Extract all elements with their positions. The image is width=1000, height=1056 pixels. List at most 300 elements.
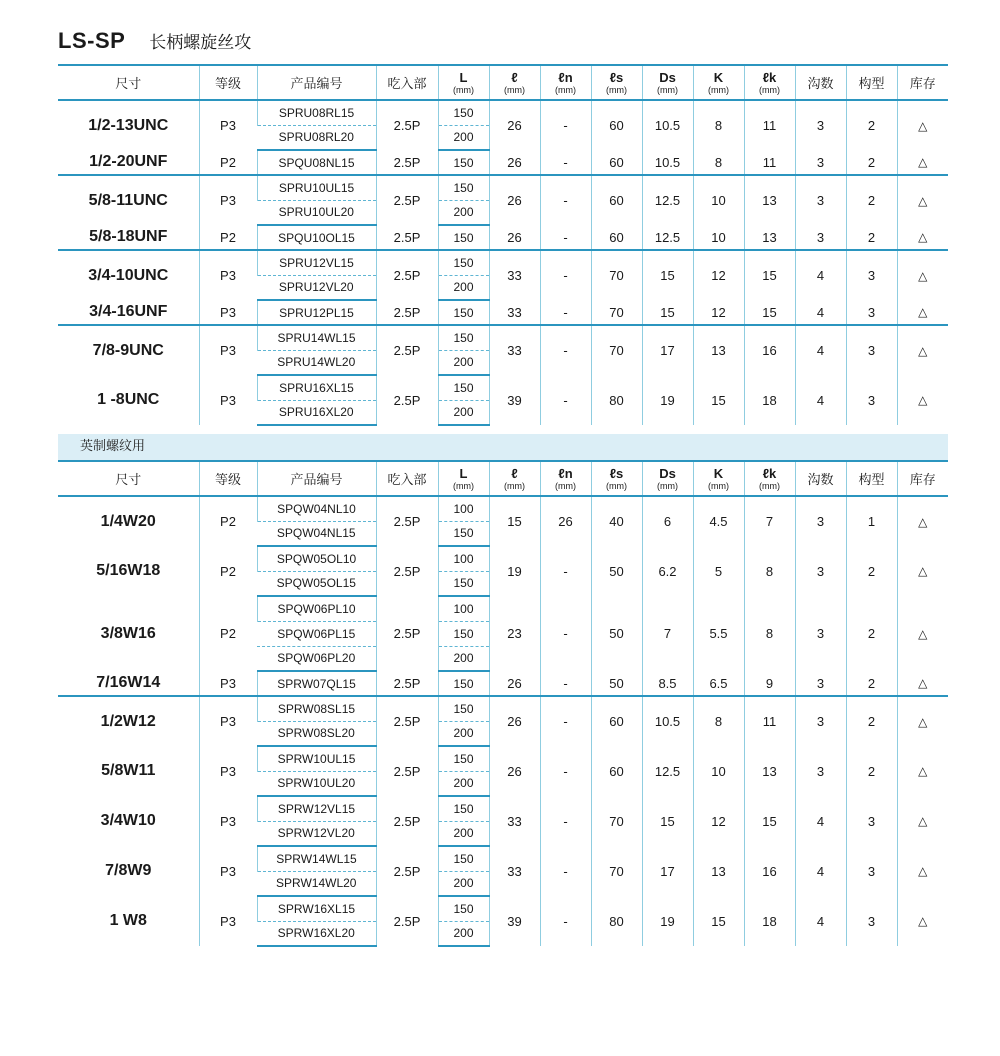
col-symbol: K [713, 465, 724, 481]
cell-L: 200 [438, 771, 489, 796]
cell-l: 26 [489, 100, 540, 150]
col-header-L [438, 461, 489, 496]
cell-part-no: SPQW06PL15 [257, 621, 376, 646]
cell-L: 150 [438, 521, 489, 546]
cell-lk: 15 [744, 796, 795, 846]
cell-K: 8 [693, 696, 744, 746]
cell-Ds: 12.5 [642, 225, 693, 250]
cell-lk: 18 [744, 896, 795, 946]
cell-grade: P2 [199, 225, 257, 250]
cell-l: 33 [489, 300, 540, 325]
cell-part-no: SPRU08RL15 [257, 100, 376, 125]
cell-type: 2 [846, 175, 897, 225]
cell-type: 2 [846, 596, 897, 671]
cell-size: 5/8-11UNC [88, 191, 168, 209]
cell-size: 1/2-20UNF [58, 150, 199, 175]
cell-lk: 8 [744, 596, 795, 671]
cell-chamfer: 2.5P [376, 671, 438, 696]
cell-grade: P3 [199, 300, 257, 325]
col-unit: (mm) [708, 84, 729, 95]
cell-ln: - [540, 746, 591, 796]
cell-flutes: 3 [795, 175, 846, 225]
cell-part-no: SPRU12VL15 [257, 250, 376, 275]
cell-part-no: SPRW07QL15 [257, 671, 376, 696]
col-symbol: ℓ [511, 465, 518, 481]
cell-part-no: SPQW04NL15 [257, 521, 376, 546]
cell-grade: P3 [199, 375, 257, 425]
cell-Ds: 6.2 [642, 546, 693, 596]
col-symbol: ℓn [558, 465, 573, 481]
cell-K: 15 [693, 375, 744, 425]
col-unit: (mm) [555, 84, 576, 95]
cell-L: 150 [438, 150, 489, 175]
cell-type: 3 [846, 250, 897, 300]
cell-L: 150 [438, 175, 489, 200]
cell-flutes: 3 [795, 696, 846, 746]
col-unit: (mm) [606, 84, 627, 95]
col-unit: (mm) [606, 480, 627, 491]
table-row [58, 696, 948, 721]
cell-L: 150 [438, 375, 489, 400]
cell-flutes: 4 [795, 796, 846, 846]
cell-l: 39 [489, 896, 540, 946]
cell-L: 200 [438, 921, 489, 946]
cell-flutes: 4 [795, 375, 846, 425]
cell-size: 7/8W9 [105, 862, 152, 879]
col-header-chamfer: 吃入部 [376, 65, 438, 100]
cell-l: 26 [489, 150, 540, 175]
cell-grade: P2 [199, 150, 257, 175]
col-header-type: 构型 [846, 65, 897, 100]
cell-K: 5.5 [693, 596, 744, 671]
col-unit: (mm) [657, 84, 678, 95]
cell-part-no: SPRW08SL15 [257, 696, 376, 721]
cell-L: 200 [438, 350, 489, 375]
cell-flutes: 3 [795, 496, 846, 546]
cell-Ds: 19 [642, 896, 693, 946]
cell-ln: - [540, 225, 591, 250]
cell-chamfer: 2.5P [376, 546, 438, 596]
cell-size: 5/8-18UNF [58, 225, 199, 250]
cell-ls: 40 [591, 496, 642, 546]
cell-size: 7/16W14 [58, 671, 199, 696]
cell-ls: 70 [591, 250, 642, 300]
col-unit: (mm) [555, 480, 576, 491]
cell-chamfer: 2.5P [376, 300, 438, 325]
table-row [58, 325, 948, 350]
cell-part-no: SPRW14WL20 [257, 871, 376, 896]
cell-chamfer: 2.5P [376, 250, 438, 300]
cell-L: 200 [438, 721, 489, 746]
cell-part-no: SPRW10UL15 [257, 746, 376, 771]
cell-K: 15 [693, 896, 744, 946]
cell-grade: P3 [199, 696, 257, 746]
table-body [58, 100, 948, 425]
cell-L: 150 [438, 696, 489, 721]
cell-Ds: 15 [642, 796, 693, 846]
cell-L: 150 [438, 621, 489, 646]
cell-lk: 16 [744, 846, 795, 896]
cell-chamfer: 2.5P [376, 175, 438, 225]
cell-ln: - [540, 671, 591, 696]
cell-part-no: SPRW10UL20 [257, 771, 376, 796]
col-header-ln [540, 65, 591, 100]
col-symbol: ℓs [609, 69, 624, 85]
table-row [58, 796, 948, 821]
cell-part-no: SPRW12VL20 [257, 821, 376, 846]
cell-part-no: SPRW12VL15 [257, 796, 376, 821]
col-symbol: L [459, 69, 468, 85]
cell-L: 100 [438, 596, 489, 621]
cell-ln: - [540, 596, 591, 671]
cell-lk: 15 [744, 300, 795, 325]
col-header-flutes: 沟数 [795, 65, 846, 100]
cell-Ds: 17 [642, 325, 693, 375]
cell-l: 26 [489, 175, 540, 225]
col-header-L [438, 65, 489, 100]
table-row [58, 546, 948, 571]
cell-size: 3/4-16UNF [58, 300, 199, 325]
cell-ln: - [540, 546, 591, 596]
cell-l: 23 [489, 596, 540, 671]
cell-lk: 11 [744, 100, 795, 150]
cell-ln: - [540, 100, 591, 150]
cell-type: 2 [846, 746, 897, 796]
col-symbol: ℓ [511, 69, 518, 85]
cell-stock: △ [897, 596, 948, 671]
cell-flutes: 3 [795, 671, 846, 696]
cell-flutes: 3 [795, 746, 846, 796]
table-row [58, 746, 948, 771]
table-row [58, 150, 948, 175]
cell-stock: △ [897, 846, 948, 896]
cell-grade: P3 [199, 250, 257, 300]
col-symbol: ℓk [762, 69, 777, 85]
cell-ln: - [540, 175, 591, 225]
col-unit: (mm) [504, 480, 525, 491]
col-symbol: ℓs [609, 465, 624, 481]
cell-grade: P3 [199, 100, 257, 150]
col-unit: (mm) [708, 480, 729, 491]
cell-ls: 50 [591, 546, 642, 596]
table-row [58, 100, 948, 125]
cell-size: 3/4-10UNC [88, 266, 169, 284]
cell-part-no: SPQW05OL10 [257, 546, 376, 571]
cell-l: 33 [489, 325, 540, 375]
col-symbol: L [459, 465, 468, 481]
cell-ls: 60 [591, 696, 642, 746]
cell-ln: - [540, 796, 591, 846]
col-header-chamfer: 吃入部 [376, 461, 438, 496]
cell-l: 26 [489, 746, 540, 796]
cell-chamfer: 2.5P [376, 696, 438, 746]
cell-L: 200 [438, 821, 489, 846]
cell-type: 3 [846, 896, 897, 946]
cell-L: 150 [438, 300, 489, 325]
cell-type: 3 [846, 300, 897, 325]
cell-part-no: SPRU12PL15 [257, 300, 376, 325]
cell-chamfer: 2.5P [376, 150, 438, 175]
cell-stock: △ [897, 896, 948, 946]
cell-L: 150 [438, 796, 489, 821]
cell-chamfer: 2.5P [376, 225, 438, 250]
cell-lk: 11 [744, 150, 795, 175]
cell-chamfer: 2.5P [376, 496, 438, 546]
cell-grade: P2 [199, 546, 257, 596]
cell-Ds: 19 [642, 375, 693, 425]
cell-stock: △ [897, 375, 948, 425]
cell-type: 1 [846, 496, 897, 546]
col-header-stock: 库存 [897, 65, 948, 100]
cell-part-no: SPRU14WL20 [257, 350, 376, 375]
col-header-ls [591, 461, 642, 496]
col-header-grade: 等级 [199, 461, 257, 496]
cell-stock: △ [897, 100, 948, 150]
cell-flutes: 4 [795, 250, 846, 300]
cell-type: 3 [846, 325, 897, 375]
cell-part-no: SPRU10UL15 [257, 175, 376, 200]
cell-type: 2 [846, 546, 897, 596]
cell-chamfer: 2.5P [376, 375, 438, 425]
cell-L: 100 [438, 546, 489, 571]
cell-L: 200 [438, 275, 489, 300]
col-header-Ds [642, 65, 693, 100]
col-unit: (mm) [657, 480, 678, 491]
col-header-l [489, 461, 540, 496]
cell-size: 3/8W16 [100, 624, 156, 642]
col-symbol: Ds [659, 465, 676, 481]
col-header-lk [744, 461, 795, 496]
cell-part-no: SPRW16XL20 [257, 921, 376, 946]
cell-type: 3 [846, 846, 897, 896]
cell-ln: - [540, 846, 591, 896]
cell-L: 150 [438, 100, 489, 125]
cell-ls: 70 [591, 325, 642, 375]
cell-ls: 60 [591, 746, 642, 796]
cell-K: 6.5 [693, 671, 744, 696]
header-row [58, 65, 948, 100]
cell-flutes: 4 [795, 846, 846, 896]
cell-ln: - [540, 375, 591, 425]
col-symbol: ℓk [762, 465, 777, 481]
cell-grade: P3 [199, 796, 257, 846]
col-unit: (mm) [453, 84, 474, 95]
cell-size: 3/4W10 [100, 812, 156, 829]
cell-lk: 16 [744, 325, 795, 375]
table-body [58, 496, 948, 946]
cell-Ds: 10.5 [642, 100, 693, 150]
cell-lk: 18 [744, 375, 795, 425]
cell-lk: 13 [744, 175, 795, 225]
cell-type: 3 [846, 375, 897, 425]
cell-size: 1/2-13UNC [88, 116, 169, 134]
cell-l: 26 [489, 225, 540, 250]
cell-L: 200 [438, 646, 489, 671]
cell-size: 5/16W18 [96, 562, 161, 579]
cell-ln: 26 [540, 496, 591, 546]
cell-ls: 70 [591, 796, 642, 846]
cell-stock: △ [897, 300, 948, 325]
table-row [58, 225, 948, 250]
cell-flutes: 3 [795, 546, 846, 596]
cell-stock: △ [897, 175, 948, 225]
cell-L: 150 [438, 671, 489, 696]
page-title [58, 28, 251, 58]
cell-l: 15 [489, 496, 540, 546]
cell-stock: △ [897, 250, 948, 300]
cell-Ds: 15 [642, 300, 693, 325]
cell-L: 200 [438, 871, 489, 896]
cell-L: 150 [438, 746, 489, 771]
cell-Ds: 7 [642, 596, 693, 671]
table-header [58, 65, 948, 100]
col-unit: (mm) [504, 84, 525, 95]
col-header-grade: 等级 [199, 65, 257, 100]
cell-K: 4.5 [693, 496, 744, 546]
cell-K: 8 [693, 150, 744, 175]
cell-lk: 13 [744, 746, 795, 796]
cell-grade: P3 [199, 671, 257, 696]
col-header-flutes: 沟数 [795, 461, 846, 496]
spec-table-whitworth [58, 460, 948, 947]
cell-ls: 80 [591, 896, 642, 946]
col-symbol: K [713, 69, 724, 85]
cell-flutes: 4 [795, 300, 846, 325]
cell-grade: P2 [199, 496, 257, 546]
cell-L: 150 [438, 325, 489, 350]
cell-part-no: SPQW05OL15 [257, 571, 376, 596]
cell-part-no: SPQW06PL20 [257, 646, 376, 671]
cell-L: 150 [438, 250, 489, 275]
cell-grade: P3 [199, 846, 257, 896]
cell-flutes: 3 [795, 150, 846, 175]
cell-Ds: 6 [642, 496, 693, 546]
cell-ls: 50 [591, 671, 642, 696]
cell-K: 10 [693, 225, 744, 250]
table-row [58, 846, 948, 871]
cell-stock: △ [897, 746, 948, 796]
cell-Ds: 10.5 [642, 696, 693, 746]
cell-ls: 80 [591, 375, 642, 425]
cell-K: 13 [693, 846, 744, 896]
cell-stock: △ [897, 225, 948, 250]
cell-lk: 11 [744, 696, 795, 746]
cell-stock: △ [897, 546, 948, 596]
cell-ls: 60 [591, 175, 642, 225]
cell-grade: P3 [199, 325, 257, 375]
cell-stock: △ [897, 150, 948, 175]
cell-grade: P2 [199, 596, 257, 671]
col-header-type: 构型 [846, 461, 897, 496]
cell-size: 5/8W11 [101, 762, 156, 779]
cell-type: 2 [846, 671, 897, 696]
cell-lk: 8 [744, 546, 795, 596]
cell-L: 150 [438, 225, 489, 250]
cell-Ds: 10.5 [642, 150, 693, 175]
cell-K: 12 [693, 796, 744, 846]
col-header-size: 尺寸 [58, 461, 199, 496]
table-header [58, 461, 948, 496]
cell-part-no: SPQW04NL10 [257, 496, 376, 521]
cell-ls: 70 [591, 846, 642, 896]
cell-lk: 9 [744, 671, 795, 696]
cell-l: 26 [489, 671, 540, 696]
cell-l: 33 [489, 846, 540, 896]
cell-part-no: SPRU08RL20 [257, 125, 376, 150]
spec-table-unified [58, 64, 948, 426]
cell-ls: 60 [591, 225, 642, 250]
cell-ls: 70 [591, 300, 642, 325]
table-row [58, 375, 948, 400]
col-unit: (mm) [453, 480, 474, 491]
cell-L: 150 [438, 896, 489, 921]
cell-size: 1 W8 [109, 912, 147, 929]
header-row [58, 461, 948, 496]
cell-grade: P3 [199, 896, 257, 946]
col-header-K [693, 461, 744, 496]
cell-flutes: 3 [795, 596, 846, 671]
cell-l: 33 [489, 250, 540, 300]
cell-l: 26 [489, 696, 540, 746]
cell-K: 10 [693, 746, 744, 796]
cell-part-no: SPQU10OL15 [257, 225, 376, 250]
cell-ln: - [540, 325, 591, 375]
cell-flutes: 3 [795, 225, 846, 250]
col-header-part-no: 产品编号 [257, 461, 376, 496]
cell-size: 1 -8UNC [97, 391, 160, 408]
cell-L: 200 [438, 125, 489, 150]
cell-part-no: SPRU10UL20 [257, 200, 376, 225]
cell-L: 150 [438, 571, 489, 596]
cell-K: 10 [693, 175, 744, 225]
col-unit: (mm) [759, 84, 780, 95]
cell-lk: 13 [744, 225, 795, 250]
col-header-K [693, 65, 744, 100]
cell-L: 200 [438, 400, 489, 425]
table-row [58, 250, 948, 275]
col-header-l [489, 65, 540, 100]
cell-part-no: SPRU12VL20 [257, 275, 376, 300]
cell-part-no: SPQU08NL15 [257, 150, 376, 175]
cell-L: 150 [438, 846, 489, 871]
cell-chamfer: 2.5P [376, 325, 438, 375]
cell-lk: 7 [744, 496, 795, 546]
cell-chamfer: 2.5P [376, 596, 438, 671]
cell-part-no: SPRW08SL20 [257, 721, 376, 746]
cell-type: 3 [846, 796, 897, 846]
cell-chamfer: 2.5P [376, 796, 438, 846]
cell-K: 8 [693, 100, 744, 150]
col-header-size: 尺寸 [58, 65, 199, 100]
section-label: 英制螺纹用 [80, 439, 146, 454]
cell-L: 100 [438, 496, 489, 521]
cell-L: 200 [438, 200, 489, 225]
col-header-Ds [642, 461, 693, 496]
cell-part-no: SPRW14WL15 [257, 846, 376, 871]
cell-ln: - [540, 250, 591, 300]
cell-ln: - [540, 300, 591, 325]
section-band [58, 434, 948, 460]
cell-K: 13 [693, 325, 744, 375]
product-code: LS-SP [58, 28, 126, 53]
product-name: 长柄螺旋丝攻 [149, 33, 252, 53]
col-header-ls [591, 65, 642, 100]
cell-stock: △ [897, 325, 948, 375]
cell-grade: P3 [199, 746, 257, 796]
cell-grade: P3 [199, 175, 257, 225]
table-row [58, 496, 948, 521]
cell-type: 2 [846, 225, 897, 250]
